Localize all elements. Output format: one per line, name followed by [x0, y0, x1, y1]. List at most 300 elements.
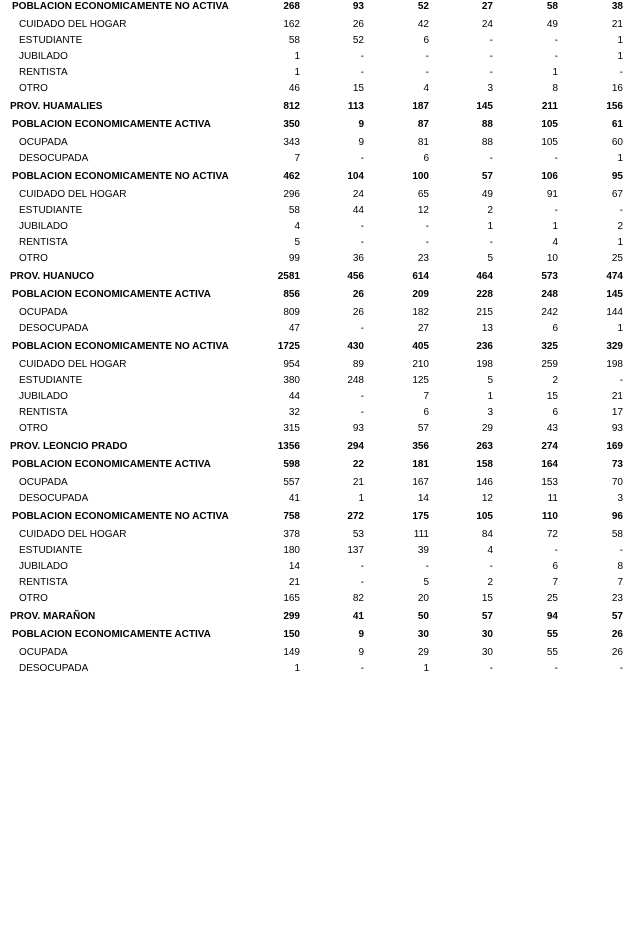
cell-value: 11 — [547, 493, 558, 504]
cell-value: 93 — [352, 1, 364, 12]
cell-value: 94 — [546, 611, 558, 622]
row-label: POBLACION ECONOMICAMENTE ACTIVA — [12, 119, 211, 130]
row-label: OTRO — [19, 423, 48, 434]
cell-value: 41 — [288, 493, 300, 504]
row-label: PROV. HUAMALIES — [10, 101, 103, 112]
cell-value: 2 — [552, 375, 558, 386]
row-label: PROV. HUANUCO — [10, 271, 95, 282]
cell-value: - — [554, 663, 558, 674]
cell-value: 1356 — [277, 441, 300, 452]
category-row — [0, 510, 627, 524]
row-label: OTRO — [19, 593, 48, 604]
cell-value: 1 — [294, 663, 300, 674]
cell-value: 809 — [283, 307, 300, 318]
table-row — [0, 528, 627, 542]
cell-value: 1 — [487, 221, 493, 232]
cell-value: 272 — [347, 511, 364, 522]
category-row — [0, 118, 627, 132]
cell-value: 228 — [476, 289, 493, 300]
cell-value: 6 — [552, 407, 558, 418]
cell-value: 1 — [617, 237, 623, 248]
table-row — [0, 358, 627, 372]
row-label: JUBILADO — [19, 51, 68, 62]
cell-value: 1725 — [277, 341, 300, 352]
cell-value: 87 — [417, 119, 429, 130]
cell-value: 70 — [611, 477, 623, 488]
row-label: PROV. LEONCIO PRADO — [10, 441, 128, 452]
cell-value: 573 — [541, 271, 558, 282]
cell-value: 165 — [283, 593, 300, 604]
table-row — [0, 236, 627, 250]
table-row — [0, 374, 627, 388]
cell-value: 21 — [611, 391, 623, 402]
table-row — [0, 592, 627, 606]
cell-value: 356 — [412, 441, 429, 452]
row-label: OTRO — [19, 83, 48, 94]
cell-value: 2 — [487, 205, 493, 216]
row-label: OCUPADA — [19, 307, 68, 318]
cell-value: 30 — [417, 629, 429, 640]
cell-value: - — [489, 67, 493, 78]
cell-value: 88 — [481, 137, 493, 148]
table-row — [0, 492, 627, 506]
cell-value: 2 — [487, 577, 493, 588]
cell-value: 22 — [352, 459, 364, 470]
cell-value: 215 — [476, 307, 493, 318]
row-label: POBLACION ECONOMICAMENTE NO ACTIVA — [12, 171, 229, 182]
cell-value: 1 — [423, 663, 429, 674]
cell-value: 248 — [541, 289, 558, 300]
cell-value: 15 — [546, 391, 558, 402]
cell-value: 6 — [423, 153, 429, 164]
cell-value: 4 — [552, 237, 558, 248]
table-row — [0, 390, 627, 404]
cell-value: 1 — [617, 51, 623, 62]
cell-value: - — [360, 323, 364, 334]
cell-value: 58 — [288, 35, 300, 46]
cell-value: 3 — [487, 83, 493, 94]
cell-value: 26 — [611, 647, 623, 658]
row-label: CUIDADO DEL HOGAR — [19, 529, 127, 540]
cell-value: - — [489, 153, 493, 164]
cell-value: 158 — [476, 459, 493, 470]
table-row — [0, 544, 627, 558]
cell-value: 210 — [412, 359, 429, 370]
cell-value: 13 — [481, 323, 493, 334]
cell-value: 100 — [412, 171, 429, 182]
cell-value: 91 — [546, 189, 558, 200]
row-label: JUBILADO — [19, 221, 68, 232]
row-label: ESTUDIANTE — [19, 545, 83, 556]
row-label: DESOCUPADA — [19, 153, 89, 164]
category-row — [0, 458, 627, 472]
cell-value: - — [619, 545, 623, 556]
cell-value: 24 — [352, 189, 364, 200]
cell-value: 167 — [412, 477, 429, 488]
cell-value: 1 — [617, 323, 623, 334]
cell-value: 52 — [417, 1, 429, 12]
cell-value: 456 — [347, 271, 364, 282]
cell-value: 144 — [606, 307, 623, 318]
table-row — [0, 204, 627, 218]
cell-value: 6 — [552, 323, 558, 334]
row-label: POBLACION ECONOMICAMENTE ACTIVA — [12, 289, 211, 300]
cell-value: 36 — [352, 253, 364, 264]
cell-value: 6 — [423, 407, 429, 418]
cell-value: 1 — [617, 153, 623, 164]
cell-value: 111 — [413, 529, 429, 540]
table-row — [0, 476, 627, 490]
cell-value: - — [425, 561, 429, 572]
cell-value: 380 — [283, 375, 300, 386]
row-label: POBLACION ECONOMICAMENTE NO ACTIVA — [12, 1, 229, 12]
cell-value: 25 — [546, 593, 558, 604]
cell-value: 153 — [541, 477, 558, 488]
cell-value: 1 — [487, 391, 493, 402]
cell-value: - — [360, 391, 364, 402]
cell-value: - — [360, 153, 364, 164]
cell-value: - — [360, 51, 364, 62]
cell-value: 7 — [552, 577, 558, 588]
table-row — [0, 306, 627, 320]
cell-value: 105 — [541, 119, 558, 130]
cell-value: - — [360, 561, 364, 572]
table-row — [0, 66, 627, 80]
cell-value: 14 — [417, 493, 429, 504]
row-label: CUIDADO DEL HOGAR — [19, 19, 127, 30]
cell-value: - — [425, 221, 429, 232]
cell-value: 93 — [352, 423, 364, 434]
cell-value: 23 — [417, 253, 429, 264]
cell-value: 259 — [541, 359, 558, 370]
cell-value: 47 — [288, 323, 300, 334]
cell-value: 26 — [611, 629, 623, 640]
category-row — [0, 170, 627, 184]
table-row — [0, 136, 627, 150]
cell-value: 25 — [611, 253, 623, 264]
cell-value: 10 — [546, 253, 558, 264]
cell-value: 598 — [283, 459, 300, 470]
province-row — [0, 440, 627, 454]
cell-value: 105 — [541, 137, 558, 148]
cell-value: 24 — [481, 19, 493, 30]
cell-value: 82 — [352, 593, 364, 604]
cell-value: 236 — [476, 341, 493, 352]
cell-value: 55 — [546, 647, 558, 658]
row-label: DESOCUPADA — [19, 323, 89, 334]
cell-value: 1 — [358, 493, 364, 504]
cell-value: 96 — [611, 511, 623, 522]
cell-value: 274 — [541, 441, 558, 452]
cell-value: 5 — [487, 253, 493, 264]
cell-value: 149 — [283, 647, 300, 658]
cell-value: 99 — [288, 253, 300, 264]
cell-value: 430 — [347, 341, 364, 352]
cell-value: - — [619, 663, 623, 674]
province-row — [0, 100, 627, 114]
row-label: CUIDADO DEL HOGAR — [19, 189, 127, 200]
cell-value: 8 — [617, 561, 623, 572]
cell-value: 9 — [358, 137, 364, 148]
cell-value: 15 — [352, 83, 364, 94]
cell-value: 104 — [347, 171, 364, 182]
cell-value: 6 — [552, 561, 558, 572]
cell-value: 343 — [283, 137, 300, 148]
cell-value: 9 — [358, 647, 364, 658]
row-label: DESOCUPADA — [19, 493, 89, 504]
cell-value: 268 — [283, 1, 300, 12]
cell-value: - — [554, 35, 558, 46]
row-label: POBLACION ECONOMICAMENTE ACTIVA — [12, 459, 211, 470]
cell-value: 198 — [476, 359, 493, 370]
row-label: OCUPADA — [19, 137, 68, 148]
cell-value: 106 — [541, 171, 558, 182]
cell-value: 4 — [423, 83, 429, 94]
cell-value: 23 — [611, 593, 623, 604]
cell-value: 57 — [481, 611, 493, 622]
cell-value: 211 — [541, 101, 558, 112]
cell-value: - — [554, 153, 558, 164]
cell-value: 57 — [611, 611, 623, 622]
cell-value: - — [489, 237, 493, 248]
cell-value: 175 — [412, 511, 429, 522]
cell-value: - — [425, 237, 429, 248]
cell-value: 20 — [417, 593, 429, 604]
cell-value: 150 — [283, 629, 300, 640]
cell-value: 21 — [288, 577, 300, 588]
cell-value: 181 — [412, 459, 429, 470]
cell-value: 169 — [606, 441, 623, 452]
cell-value: 67 — [611, 189, 623, 200]
row-label: RENTISTA — [19, 407, 68, 418]
cell-value: - — [360, 67, 364, 78]
cell-value: 105 — [476, 511, 493, 522]
cell-value: 49 — [546, 19, 558, 30]
category-row — [0, 0, 627, 14]
cell-value: 55 — [546, 629, 558, 640]
cell-value: 145 — [606, 289, 623, 300]
table-row — [0, 322, 627, 336]
cell-value: 72 — [546, 529, 558, 540]
cell-value: 27 — [417, 323, 429, 334]
table-row — [0, 220, 627, 234]
row-label: ESTUDIANTE — [19, 205, 83, 216]
category-row — [0, 340, 627, 354]
cell-value: 30 — [481, 629, 493, 640]
cell-value: - — [360, 577, 364, 588]
cell-value: 2 — [617, 221, 623, 232]
cell-value: 462 — [283, 171, 300, 182]
cell-value: 5 — [294, 237, 300, 248]
cell-value: - — [619, 375, 623, 386]
cell-value: - — [425, 51, 429, 62]
cell-value: 350 — [283, 119, 300, 130]
cell-value: 182 — [412, 307, 429, 318]
table-row — [0, 422, 627, 436]
cell-value: 12 — [481, 493, 493, 504]
cell-value: 464 — [476, 271, 493, 282]
cell-value: 14 — [288, 561, 300, 572]
cell-value: 32 — [288, 407, 300, 418]
cell-value: - — [425, 67, 429, 78]
cell-value: 1 — [552, 221, 558, 232]
cell-value: 88 — [481, 119, 493, 130]
cell-value: 57 — [481, 171, 493, 182]
cell-value: 53 — [352, 529, 364, 540]
cell-value: 49 — [481, 189, 493, 200]
cell-value: 5 — [487, 375, 493, 386]
cell-value: 162 — [283, 19, 300, 30]
cell-value: 614 — [412, 271, 429, 282]
cell-value: 39 — [417, 545, 429, 556]
row-label: PROV. MARAÑON — [10, 611, 96, 622]
cell-value: 81 — [417, 137, 429, 148]
cell-value: 156 — [606, 101, 623, 112]
cell-value: 27 — [481, 1, 493, 12]
table-row — [0, 188, 627, 202]
cell-value: 43 — [546, 423, 558, 434]
row-label: RENTISTA — [19, 67, 68, 78]
cell-value: - — [360, 663, 364, 674]
cell-value: 9 — [358, 119, 364, 130]
cell-value: - — [489, 561, 493, 572]
row-label: CUIDADO DEL HOGAR — [19, 359, 127, 370]
cell-value: 329 — [606, 341, 623, 352]
cell-value: 557 — [283, 477, 300, 488]
cell-value: 125 — [412, 375, 429, 386]
cell-value: 58 — [546, 1, 558, 12]
cell-value: 325 — [541, 341, 558, 352]
cell-value: 3 — [487, 407, 493, 418]
cell-value: 44 — [288, 391, 300, 402]
cell-value: 294 — [347, 441, 364, 452]
cell-value: 198 — [606, 359, 623, 370]
cell-value: 29 — [481, 423, 493, 434]
cell-value: 41 — [352, 611, 364, 622]
cell-value: 21 — [352, 477, 364, 488]
table-row — [0, 252, 627, 266]
row-label: POBLACION ECONOMICAMENTE NO ACTIVA — [12, 341, 229, 352]
table-row — [0, 50, 627, 64]
table-row — [0, 82, 627, 96]
cell-value: 93 — [611, 423, 623, 434]
cell-value: 16 — [611, 83, 623, 94]
row-label: RENTISTA — [19, 237, 68, 248]
cell-value: 38 — [611, 1, 623, 12]
table-row — [0, 18, 627, 32]
cell-value: 187 — [412, 101, 429, 112]
category-row — [0, 288, 627, 302]
cell-value: 44 — [352, 205, 364, 216]
cell-value: 209 — [412, 289, 429, 300]
cell-value: 3 — [617, 493, 623, 504]
table-row — [0, 152, 627, 166]
province-row — [0, 270, 627, 284]
row-label: ESTUDIANTE — [19, 35, 83, 46]
cell-value: - — [619, 205, 623, 216]
cell-value: 812 — [283, 101, 300, 112]
row-label: POBLACION ECONOMICAMENTE NO ACTIVA — [12, 511, 229, 522]
cell-value: 1 — [552, 67, 558, 78]
cell-value: 26 — [352, 19, 364, 30]
cell-value: 89 — [352, 359, 364, 370]
cell-value: 299 — [283, 611, 300, 622]
cell-value: - — [360, 407, 364, 418]
cell-value: 145 — [476, 101, 493, 112]
cell-value: - — [619, 67, 623, 78]
cell-value: 378 — [283, 529, 300, 540]
cell-value: 758 — [283, 511, 300, 522]
cell-value: 60 — [611, 137, 623, 148]
cell-value: 954 — [283, 359, 300, 370]
cell-value: 15 — [481, 593, 493, 604]
cell-value: 180 — [283, 545, 300, 556]
cell-value: 405 — [412, 341, 429, 352]
table-row — [0, 662, 627, 676]
table-row — [0, 576, 627, 590]
cell-value: 9 — [358, 629, 364, 640]
cell-value: - — [554, 545, 558, 556]
cell-value: 5 — [423, 577, 429, 588]
cell-value: 296 — [283, 189, 300, 200]
category-row — [0, 628, 627, 642]
row-label: OCUPADA — [19, 647, 68, 658]
row-label: DESOCUPADA — [19, 663, 89, 674]
cell-value: 17 — [611, 407, 623, 418]
cell-value: 113 — [347, 101, 364, 112]
cell-value: 248 — [347, 375, 364, 386]
cell-value: 29 — [417, 647, 429, 658]
cell-value: - — [360, 237, 364, 248]
cell-value: 26 — [352, 289, 364, 300]
row-label: OCUPADA — [19, 477, 68, 488]
cell-value: - — [554, 205, 558, 216]
table-row — [0, 646, 627, 660]
row-label: OTRO — [19, 253, 48, 264]
table-row — [0, 560, 627, 574]
cell-value: 856 — [283, 289, 300, 300]
cell-value: 52 — [352, 35, 364, 46]
cell-value: 263 — [476, 441, 493, 452]
cell-value: 110 — [541, 511, 558, 522]
cell-value: 58 — [611, 529, 623, 540]
cell-value: 4 — [487, 545, 493, 556]
cell-value: 8 — [552, 83, 558, 94]
cell-value: 7 — [617, 577, 623, 588]
cell-value: 73 — [611, 459, 623, 470]
cell-value: 137 — [347, 545, 364, 556]
cell-value: 21 — [611, 19, 623, 30]
table-row — [0, 406, 627, 420]
cell-value: 65 — [417, 189, 429, 200]
cell-value: 1 — [617, 35, 623, 46]
table-row — [0, 34, 627, 48]
cell-value: 61 — [611, 119, 623, 130]
row-label: POBLACION ECONOMICAMENTE ACTIVA — [12, 629, 211, 640]
province-row — [0, 610, 627, 624]
row-label: ESTUDIANTE — [19, 375, 83, 386]
cell-value: 4 — [294, 221, 300, 232]
cell-value: 26 — [352, 307, 364, 318]
cell-value: 1 — [294, 51, 300, 62]
cell-value: 50 — [417, 611, 429, 622]
cell-value: 84 — [481, 529, 493, 540]
cell-value: 7 — [423, 391, 429, 402]
cell-value: 12 — [417, 205, 429, 216]
cell-value: 58 — [288, 205, 300, 216]
cell-value: 6 — [423, 35, 429, 46]
row-label: RENTISTA — [19, 577, 68, 588]
